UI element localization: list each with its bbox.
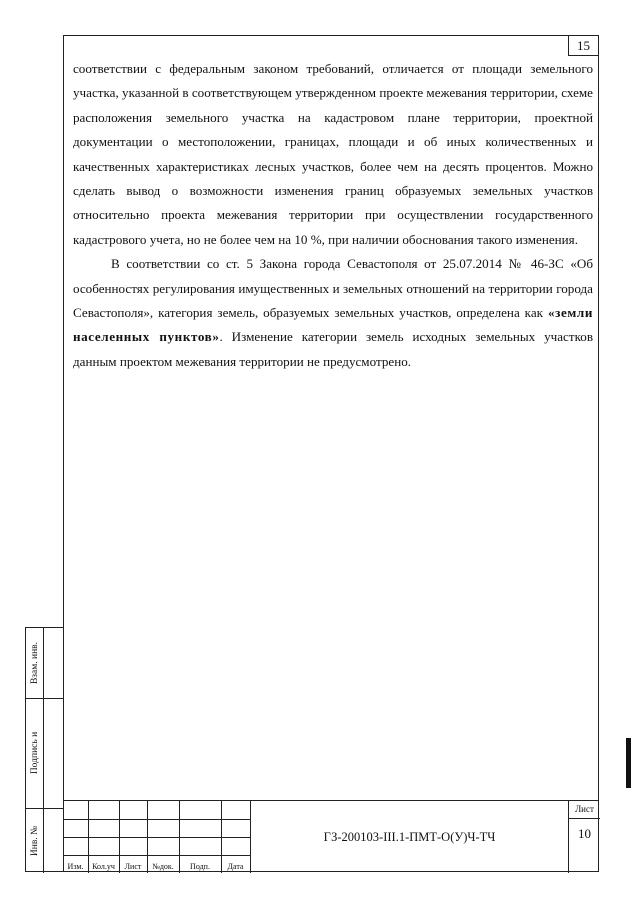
document-body [73,57,593,374]
col-izm-label: Изм. [67,862,84,871]
col-podp-label: Подп. [190,862,210,871]
title-block [63,800,599,872]
col-data-label: Дата [227,862,244,871]
side-stamp [25,627,63,872]
col-list-label: Лист [124,862,142,871]
col-koluch-label: Кол.уч [92,862,115,871]
sheet-label: Лист [569,801,600,819]
page-number: 15 [568,36,598,56]
side-label-vzam-inv: Взам. инв. [30,641,41,685]
document-code [250,801,568,873]
paragraph-2 [73,252,593,374]
side-label-inv-no: Инв. № [30,825,40,856]
land-category-bold: «земли населенных пунктов» [73,305,593,345]
sheet-cell [568,801,599,873]
paragraph-2-text-start: В соответствии со ст. 5 Закона города Севастополя от 25.07.2014 № 46-ЗС «Об особенностях регулирования имущественных и земельных отношений на территории города Севастополя», категория земель, образуемых земельных участков, определена как [73,256,593,321]
revision-grid [63,801,250,873]
side-label-podpis: Подпись и [30,731,41,775]
paragraph-1: соответствии с федеральным законом требований, отличается от площади земельного участка, указанной в соответствующем утвержденном проекте межевания территории, схеме расположения земельного участка на кадастровом плане территории, проектной документации о местоположении, границах, площади и об иных количественных и качественных характеристиках лесных участков, более чем на десять процентов. Можно сделать вывод о возможности изменения границ образуемых земельных участков относительно проекта межевания территории при осуществлении государственного кадастрового учета, но не более чем на 10 %, при наличии обоснования такого изменения. [73,61,593,247]
scan-edge-mark [626,738,631,788]
col-ndok-label: №док. [152,862,174,871]
sheet-number: 10 [578,826,591,841]
paragraph-2-text-end: . Изменение категории земель исходных земельных участков данным проектом межевания территории не предусмотрено. [73,329,594,369]
document-code-text: ГЗ-200103-III.1-ПМТ-О(У)Ч-ТЧ [323,829,496,844]
